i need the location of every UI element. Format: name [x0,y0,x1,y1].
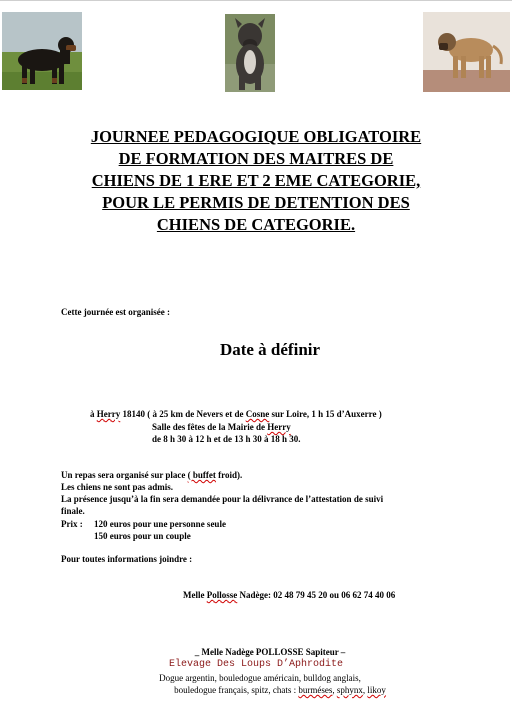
document-title [40,126,472,236]
mastiff-photo [423,12,510,92]
pitbull-photo [225,14,275,92]
venue-town: Herry [267,422,291,432]
rottweiler-photo [2,12,82,90]
venue-text: Salle des fêtes de la Mairie de [152,422,268,432]
contact-phones: Nadège: 02 48 79 45 20 ou 06 62 74 40 06 [237,590,396,600]
breeds-line-2 [0,684,512,696]
dogs-not-admitted: Les chiens ne sont pas admis. [61,482,174,492]
price-couple: 150 euros pour un couple [94,531,191,541]
title-line: JOURNEE PEDAGOGIQUE OBLIGATOIRE [90,127,422,146]
contact-prefix: Melle [183,590,207,600]
event-date: Date à définir [219,340,321,359]
breed-word: likoy [367,685,386,695]
location-line-1 [90,408,382,420]
contact-label: Pour toutes informations joindre : [61,554,193,564]
breed-separator: , [332,685,337,695]
buffet-word: ( buffet [187,470,216,480]
breed-word: burméses [298,685,333,695]
location-prefix: à [90,409,97,419]
price-label: Prix : [61,519,83,529]
organised-label: Cette journée est organisée : [61,307,170,317]
title-line: CHIENS DE CATEGORIE. [156,215,356,234]
meal-text: Un repas sera organisé sur place [61,470,188,480]
location-distance: 18140 ( à 25 km de Nevers et de [120,409,246,419]
schedule-line: de 8 h 30 à 12 h et de 13 h 30 à 18 h 30. [152,434,301,444]
meal-info [61,469,242,481]
attendance-note: La présence jusqu’à la fin sera demandée pour la délivrance de l’attestation de suivi [61,494,384,504]
breed-separator: , [362,685,368,695]
breeds-prefix: bouledogue français, spitz, chats : [174,685,299,695]
meal-suffix: froid). [215,470,243,480]
title-line: POUR LE PERMIS DE DETENTION DES [102,193,410,212]
location-suffix: sur Loire, 1 h 15 d’Auxerre ) [269,409,382,419]
price-single: 120 euros pour une personne seule [94,519,226,529]
location-line-2 [152,421,291,433]
breeds-line-1: Dogue argentin, bouledogue américain, bulldog anglais, [159,673,361,683]
town-name: Herry [96,409,121,419]
title-line: CHIENS DE 1 ERE ET 2 EME CATEGORIE, [91,171,421,190]
title-line: DE FORMATION DES MAITRES DE [118,149,394,168]
town-name-2: Cosne [245,409,270,419]
signature-line: _ Melle Nadège POLLOSSE Sapiteur – [194,647,346,657]
contact-details [183,589,395,601]
kennel-name: Elevage Des Loups D’Aphrodite [168,659,344,670]
top-border-line [0,0,512,1]
contact-surname: Pollosse [206,590,238,600]
breed-word: sphynx [336,685,363,695]
attendance-note-end: finale. [61,506,85,516]
